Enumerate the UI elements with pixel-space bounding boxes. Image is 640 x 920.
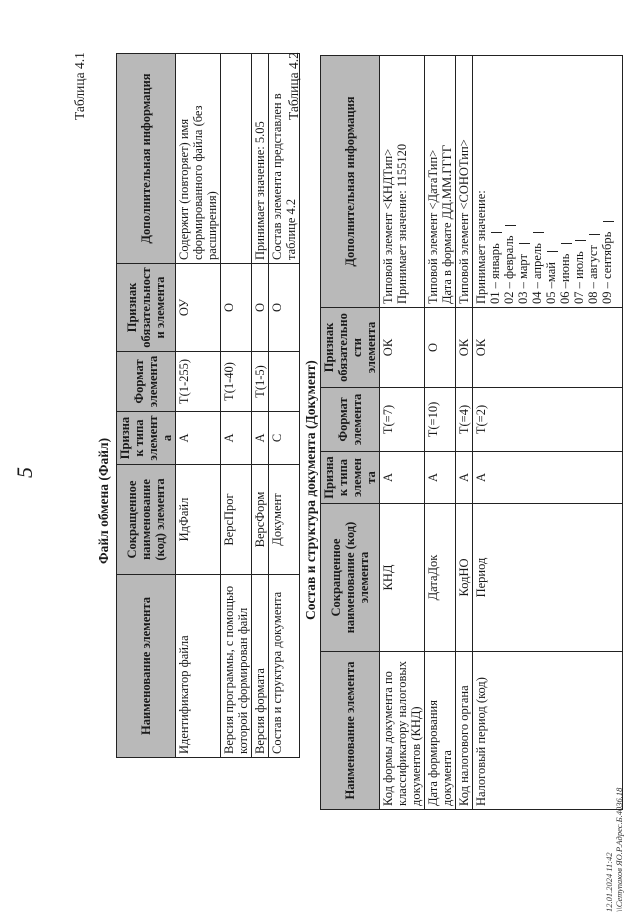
cell-code: ВерсПрог	[221, 465, 252, 575]
page-number: 5	[12, 467, 37, 478]
table-row	[380, 56, 425, 810]
month-item: 06 –июнь	[558, 59, 572, 304]
table2-header: Сокращенное наименование (код) элемента	[321, 504, 380, 652]
footer-path: \\Сетупаков ЯО.Р.Адрес.Б.4036.18	[614, 787, 624, 912]
table-row	[269, 54, 300, 758]
table1-header: Сокращенное наименование (код) элемента	[117, 465, 176, 575]
cell-code: КодНО	[456, 504, 473, 652]
cell-type: А	[176, 412, 221, 465]
table1-header: Дополнительная информация	[117, 54, 176, 264]
footer-date: 12.01.2024 11:42	[604, 852, 614, 912]
cell-name: Код формы документа по классификатору налоговых документов (КНД)	[380, 652, 425, 810]
cell-format: Т(=10)	[425, 388, 456, 452]
table-row	[456, 56, 473, 810]
table1-header: Признак обязательности элемента	[117, 264, 176, 352]
cell-name: Налоговый период (код)	[473, 652, 623, 810]
cell-info: Типовой элемент <ДатаТип> Дата в формате ДД.ММ.ГГГГ	[425, 56, 456, 308]
revision-mark	[519, 243, 530, 244]
cell-name: Состав и структура документа	[269, 575, 300, 758]
table1	[116, 53, 300, 758]
month-item: 04 – апрель	[530, 59, 544, 304]
revision-mark	[603, 221, 614, 222]
cell-info: Содержит (повторяет) имя сформированного файла (без расширения)	[176, 54, 221, 264]
cell-type: А	[380, 452, 425, 504]
cell-name: Код налогового органа	[456, 652, 473, 810]
month-item: 09 – сентябрь	[600, 59, 614, 304]
revision-mark	[491, 232, 502, 233]
cell-format: Т(=4)	[456, 388, 473, 452]
period-intro: Принимает значение:	[474, 190, 488, 304]
month-item: 01 – январь	[488, 59, 502, 304]
cell-format: Т(1-255)	[176, 352, 221, 412]
cell-name: Идентификатор файла	[176, 575, 221, 758]
table2-header: Признак типа элемента	[321, 452, 380, 504]
cell-code: КНД	[380, 504, 425, 652]
cell-type: А	[252, 412, 269, 465]
revision-mark	[575, 240, 586, 241]
table2-header: Наименование элемента	[321, 652, 380, 810]
cell-format: Т(=7)	[380, 388, 425, 452]
table2-header: Признак обязательности элемента	[321, 308, 380, 388]
table-row	[221, 54, 252, 758]
cell-type: А	[425, 452, 456, 504]
cell-required: О	[252, 264, 269, 352]
month-item: 03 – март	[516, 59, 530, 304]
table2-caption: Таблица 4.2	[286, 52, 301, 120]
table-row	[425, 56, 456, 810]
cell-format: Т(1-5)	[252, 352, 269, 412]
cell-format: Т(1-40)	[221, 352, 252, 412]
table1-header: Наименование элемента	[117, 575, 176, 758]
table2-header: Дополнительная информация	[321, 56, 380, 308]
cell-required: ОК	[473, 308, 623, 388]
cell-required: ОК	[456, 308, 473, 388]
month-item: 05 –май	[544, 59, 558, 304]
cell-type: А	[221, 412, 252, 465]
cell-type: А	[456, 452, 473, 504]
revision-mark	[547, 251, 558, 252]
cell-format	[269, 352, 300, 412]
month-item: 08 – август	[586, 59, 600, 304]
table1-caption: Таблица 4.1	[72, 52, 87, 120]
cell-info: Типовой элемент <СОНОТип>	[456, 56, 473, 308]
cell-required: ОК	[380, 308, 425, 388]
cell-code: Период	[473, 504, 623, 652]
table2-header-row	[321, 56, 380, 810]
cell-required: О	[425, 308, 456, 388]
cell-required: О	[269, 264, 300, 352]
revision-mark	[505, 225, 516, 226]
cell-name: Версия формата	[252, 575, 269, 758]
table-row	[252, 54, 269, 758]
table1-header-row	[117, 54, 176, 758]
cell-info	[473, 56, 623, 308]
cell-name: Версия программы, с помощью которой сформирован файл	[221, 575, 252, 758]
cell-info	[221, 54, 252, 264]
table1-title: Файл обмена (Файл)	[96, 437, 111, 564]
cell-type: С	[269, 412, 300, 465]
revision-mark	[561, 243, 572, 244]
table2-title: Состав и структура документа (Документ)	[303, 360, 318, 620]
table1-header: Признак типа элемента	[117, 412, 176, 465]
cell-info: Типовой элемент <КНДТип> Принимает значение: 1155120	[380, 56, 425, 308]
cell-info: Состав элемента представлен в таблице 4.2	[269, 54, 300, 264]
footer-stamp	[604, 788, 624, 912]
table1-header: Формат элемента	[117, 352, 176, 412]
month-item: 07 – июль	[572, 59, 586, 304]
cell-code: ВерсФорм	[252, 465, 269, 575]
table-row	[176, 54, 221, 758]
cell-code: Документ	[269, 465, 300, 575]
table2	[320, 55, 623, 810]
month-item: 02 – февраль	[502, 59, 516, 304]
cell-name: Дата формирования документа	[425, 652, 456, 810]
cell-required: О	[221, 264, 252, 352]
cell-code: ДатаДок	[425, 504, 456, 652]
revision-mark	[533, 232, 544, 233]
revision-mark	[589, 234, 600, 235]
cell-type: А	[473, 452, 623, 504]
cell-required: ОУ	[176, 264, 221, 352]
cell-info: Принимает значение: 5.05	[252, 54, 269, 264]
cell-code: ИдФайл	[176, 465, 221, 575]
cell-format: Т(=2)	[473, 388, 623, 452]
table2-header: Формат элемента	[321, 388, 380, 452]
table-row	[473, 56, 623, 810]
